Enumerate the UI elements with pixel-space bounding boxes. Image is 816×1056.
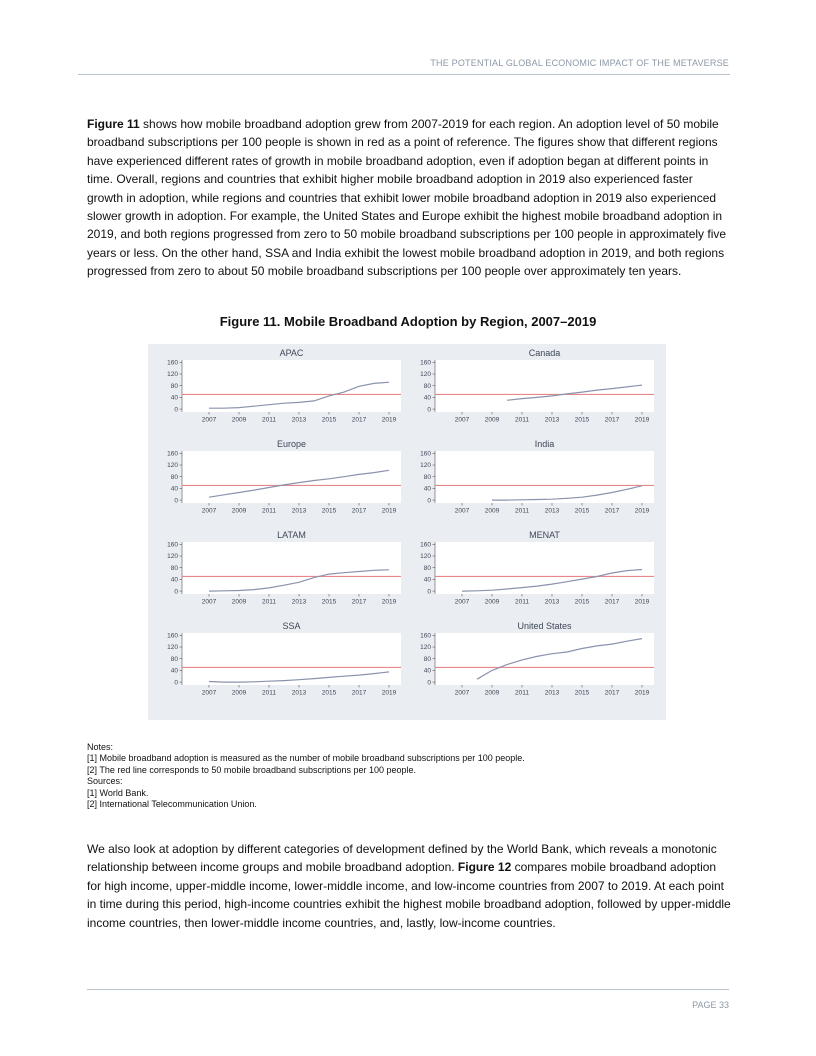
x-tick-label: 2019: [381, 507, 397, 515]
x-tick-label: 2013: [291, 507, 307, 515]
y-tick-label: 0: [427, 588, 431, 596]
x-tick-label: 2013: [291, 598, 307, 606]
y-tick-label: 160: [420, 541, 431, 549]
x-tick-label: 2013: [544, 507, 560, 515]
x-tick-label: 2011: [515, 689, 529, 697]
x-tick-label: 2017: [604, 598, 620, 606]
y-tick-label: 160: [167, 359, 178, 367]
income-paragraph-text-a: We also look at adoption by different categories of development defined by the World Bank, which reveals a monotonic relationship between income groups and mobile broadband adoption.: [87, 842, 717, 875]
x-tick-label: 2009: [231, 507, 247, 515]
y-tick-label: 120: [167, 644, 178, 652]
plot-area: [435, 451, 654, 503]
plot-area: [182, 542, 401, 594]
plot-area: [435, 542, 654, 594]
x-tick-label: 2015: [321, 689, 337, 697]
x-tick-label: 2017: [604, 507, 620, 515]
header-divider: [78, 74, 730, 75]
x-tick-label: 2007: [201, 598, 217, 606]
y-tick-label: 80: [170, 382, 178, 390]
x-tick-label: 2017: [604, 416, 620, 424]
notes-heading: Notes:: [87, 742, 114, 752]
y-tick-label: 120: [420, 553, 431, 561]
x-tick-label: 2007: [454, 507, 470, 515]
note-item: [1] Mobile broadband adoption is measured as the number of mobile broadband subscriptions per 100 people.: [87, 753, 525, 764]
x-tick-label: 2017: [351, 416, 367, 424]
x-tick-label: 2009: [484, 689, 500, 697]
y-tick-label: 0: [427, 497, 431, 505]
x-tick-label: 2019: [634, 598, 650, 606]
x-tick-label: 2009: [231, 416, 247, 424]
footer-divider: [87, 989, 729, 990]
y-tick-label: 80: [423, 382, 431, 390]
facet-title: United States: [517, 621, 572, 631]
y-tick-label: 0: [174, 497, 178, 505]
chart-canvas: [148, 344, 666, 720]
x-tick-label: 2013: [291, 416, 307, 424]
x-tick-label: 2019: [634, 416, 650, 424]
facet-apac: [167, 348, 401, 424]
facet-united-states: [420, 621, 654, 697]
source-item: [1] World Bank.: [87, 787, 149, 798]
x-tick-label: 2011: [515, 598, 529, 606]
facet-canada: [420, 348, 654, 424]
x-tick-label: 2007: [201, 507, 217, 515]
income-groups-paragraph: [87, 840, 732, 932]
source-item: [2] International Telecommunication Union.: [87, 799, 257, 810]
y-tick-label: 40: [170, 394, 178, 402]
y-tick-label: 40: [170, 667, 178, 675]
y-tick-label: 120: [420, 462, 431, 470]
sources-heading: Sources:: [87, 776, 123, 787]
x-tick-label: 2019: [381, 689, 397, 697]
x-tick-label: 2007: [454, 416, 470, 424]
facet-ssa: [167, 621, 401, 697]
y-tick-label: 160: [167, 541, 178, 549]
x-tick-label: 2009: [231, 689, 247, 697]
facet-menat: [420, 530, 654, 606]
y-tick-label: 80: [423, 473, 431, 481]
figure-11-chart: [148, 344, 666, 720]
x-tick-label: 2019: [634, 507, 650, 515]
facet-europe: [167, 439, 401, 515]
plot-area: [182, 633, 401, 685]
x-tick-label: 2011: [262, 416, 276, 424]
x-tick-label: 2015: [574, 416, 590, 424]
y-tick-label: 40: [423, 485, 431, 493]
x-tick-label: 2017: [351, 507, 367, 515]
facet-india: [420, 439, 654, 515]
figure-12-reference: Figure 12: [457, 860, 512, 875]
y-tick-label: 80: [423, 655, 431, 663]
plot-area: [435, 633, 654, 685]
x-tick-label: 2007: [454, 689, 470, 697]
x-tick-label: 2015: [321, 416, 337, 424]
x-tick-label: 2015: [321, 507, 337, 515]
facet-title: India: [534, 439, 555, 449]
y-tick-label: 120: [167, 553, 178, 561]
y-tick-label: 120: [167, 371, 178, 379]
x-tick-label: 2019: [381, 416, 397, 424]
y-tick-label: 80: [423, 564, 431, 572]
x-tick-label: 2017: [351, 598, 367, 606]
y-tick-label: 160: [420, 632, 431, 640]
x-tick-label: 2013: [544, 416, 560, 424]
intro-paragraph-text: shows how mobile broadband adoption grew from 2007-2019 for each region. An adoption level of 50 mobile broadband subscriptions per 100 people is shown in red as a point of reference. The figures show that different regions have experienced different rates of growth in mobile broadband adoption, even if adoption began at different points in time. Overall, regions and countries that exhibit higher mobile broadband adoption in 2019 also experienced faster growth in adoption, while regions and countries that exhibit lower mobile broadband adoption in 2019 also experienced slower growth in adoption. For example, the United States and Europe exhibit the highest mobile broadband adoption in 2019, and both regions progressed from zero to 50 mobile broadband subscriptions per 100 people in approximately five years or less. On the other hand, SSA and India exhibit the lowest mobile broadband adoption in 2019, and both regions progressed from zero to about 50 mobile broadband subscriptions per 100 people over approximately ten years.: [87, 117, 727, 279]
page-number: PAGE 33: [692, 1000, 729, 1010]
facet-title: Europe: [276, 439, 307, 449]
figure-title: Figure 11. Mobile Broadband Adoption by Region, 2007–2019: [219, 314, 597, 329]
x-tick-label: 2017: [604, 689, 620, 697]
y-tick-label: 120: [420, 371, 431, 379]
intro-paragraph: [87, 115, 732, 281]
y-tick-label: 0: [427, 679, 431, 687]
x-tick-label: 2009: [231, 598, 247, 606]
x-tick-label: 2009: [484, 416, 500, 424]
x-tick-label: 2007: [201, 416, 217, 424]
x-tick-label: 2015: [574, 689, 590, 697]
y-tick-label: 40: [423, 576, 431, 584]
y-tick-label: 160: [167, 450, 178, 458]
y-tick-label: 160: [420, 450, 431, 458]
plot-area: [182, 451, 401, 503]
x-tick-label: 2019: [634, 689, 650, 697]
x-tick-label: 2009: [484, 507, 500, 515]
income-paragraph-text-b: compares mobile broadband adoption for high income, upper-middle income, lower-middle income, and low-income countries from 2007 to 2019. At each point in time during this period, high-income countries exhibit the highest mobile broadband adoption, followed by upper-middle income countries, then lower-middle income countries, and, lastly, low-income countries.: [87, 860, 731, 930]
note-item: [2] The red line corresponds to 50 mobile broadband subscriptions per 100 people.: [87, 764, 417, 775]
x-tick-label: 2013: [291, 689, 307, 697]
y-tick-label: 80: [170, 564, 178, 572]
y-tick-label: 80: [170, 655, 178, 663]
figure-notes: [87, 742, 727, 810]
plot-area: [182, 360, 401, 412]
y-tick-label: 0: [174, 588, 178, 596]
y-tick-label: 0: [427, 406, 431, 414]
y-tick-label: 160: [167, 632, 178, 640]
plot-area: [435, 360, 654, 412]
y-tick-label: 120: [420, 644, 431, 652]
x-tick-label: 2011: [262, 507, 276, 515]
facet-title: MENAT: [529, 530, 560, 540]
y-tick-label: 40: [170, 485, 178, 493]
x-tick-label: 2009: [484, 598, 500, 606]
facet-title: Canada: [528, 348, 561, 358]
x-tick-label: 2013: [544, 689, 560, 697]
figure-11-reference: Figure 11: [87, 117, 140, 131]
x-tick-label: 2007: [201, 689, 217, 697]
running-header: THE POTENTIAL GLOBAL ECONOMIC IMPACT OF THE METAVERSE: [430, 58, 729, 68]
x-tick-label: 2011: [262, 598, 276, 606]
x-tick-label: 2017: [351, 689, 367, 697]
x-tick-label: 2011: [515, 416, 529, 424]
y-tick-label: 120: [167, 462, 178, 470]
y-tick-label: 80: [170, 473, 178, 481]
x-tick-label: 2011: [515, 507, 529, 515]
y-tick-label: 0: [174, 406, 178, 414]
facet-title: LATAM: [277, 530, 306, 540]
x-tick-label: 2011: [262, 689, 276, 697]
y-tick-label: 40: [170, 576, 178, 584]
x-tick-label: 2007: [454, 598, 470, 606]
y-tick-label: 0: [174, 679, 178, 687]
x-tick-label: 2015: [574, 507, 590, 515]
facet-title: APAC: [279, 348, 304, 358]
y-tick-label: 160: [420, 359, 431, 367]
x-tick-label: 2019: [381, 598, 397, 606]
x-tick-label: 2013: [544, 598, 560, 606]
x-tick-label: 2015: [574, 598, 590, 606]
x-tick-label: 2015: [321, 598, 337, 606]
y-tick-label: 40: [423, 667, 431, 675]
y-tick-label: 40: [423, 394, 431, 402]
facet-title: SSA: [282, 621, 301, 631]
facet-latam: [167, 530, 401, 606]
